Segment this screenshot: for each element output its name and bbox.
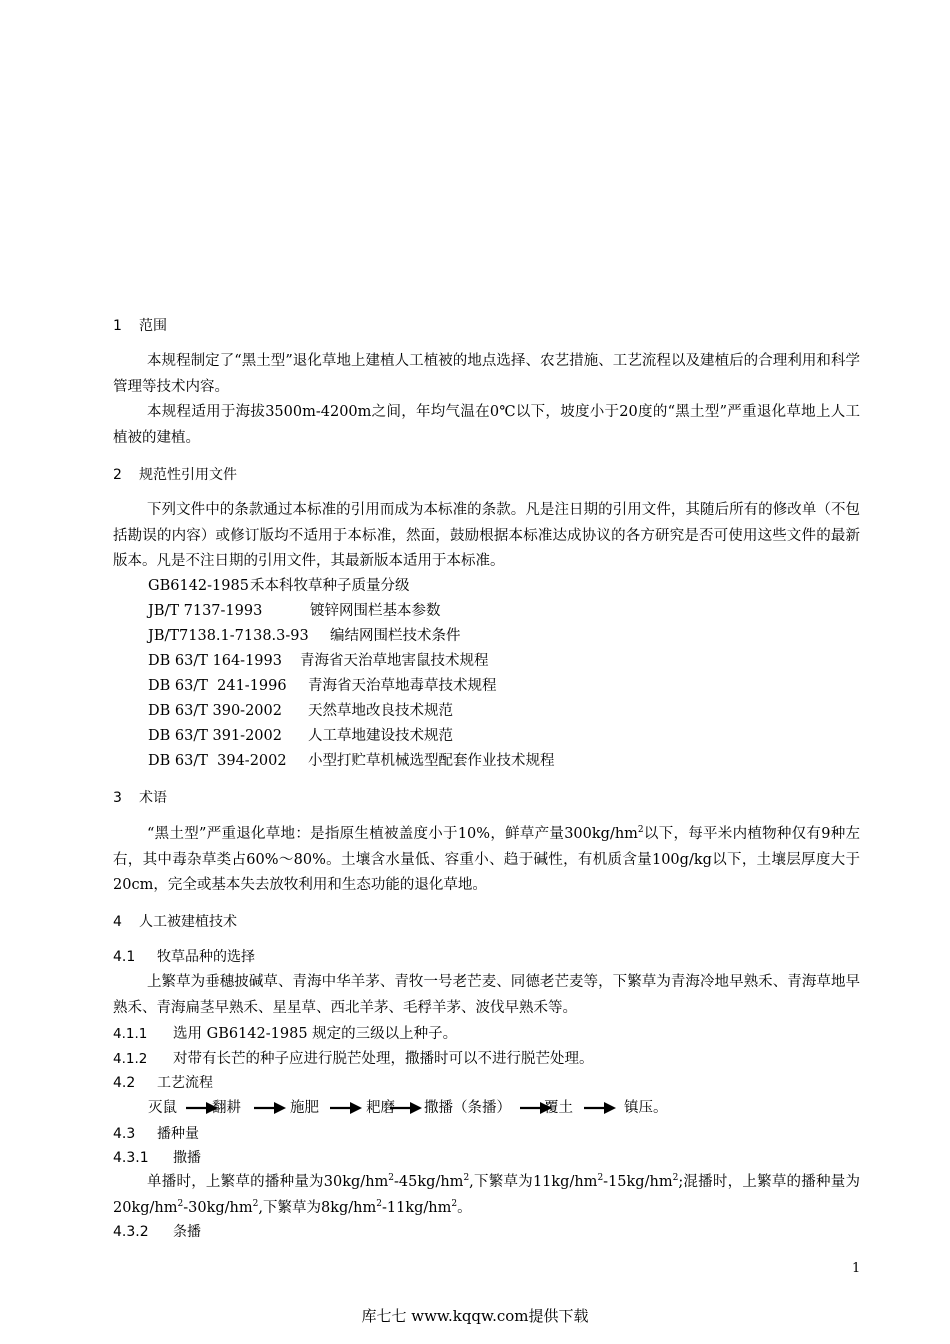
section-4-3-2-heading [113,1222,201,1242]
section-2-number: 2 [113,467,122,483]
section-4-heading [113,912,237,932]
text-run: -30kg/hm [183,1199,253,1216]
superscript: 2 [388,1173,395,1184]
text-run: 。 [457,1199,472,1216]
section-1-paragraph-2: 本规程适用于海拔3500m-4200m之间，年均气温在0℃以下，坡度小于20度的“黑土型”严重退化草地上人工植被的建植。 [113,404,860,446]
section-3-heading [113,788,167,808]
text-run: ;混播时，上繁草的播种量为20kg/hm [113,1174,860,1216]
text-run: -15kg/hm [603,1174,673,1190]
section-4-1-paragraph: 上繁草为垂穗披碱草、青海中华羊茅、青牧一号老芒麦、同德老芒麦等，下繁草为青海冷地早熟禾、青海草地早熟禾、青海扁茎早熟禾、星星草、西北羊茅、毛稃羊茅、波伐早熟禾等。 [113,974,860,1016]
flow-step: 覆土 [544,1100,573,1116]
section-4-1-number: 4.1 [113,949,136,965]
flow-step: 撒播（条播） [424,1100,511,1116]
section-2-paragraph-1: 下列文件中的条款通过本标准的引用而成为本标准的条款。凡是注日期的引用文件，其随后所有的修改单（不包括勘误的内容）或修订版均不适用于本标准，然面，鼓励根据本标准达成协议的各方研究是否可使用这些文件的最新版本。凡是不注日期的引用文件，其最新版本适用于本标准。 [113,502,860,569]
reference-title: 青海省天治草地害鼠技术规程 [300,653,489,669]
superscript: 2 [597,1173,604,1184]
section-4-3-1-number: 4.3.1 [113,1150,149,1166]
section-3-title: 术语 [139,790,167,806]
term-definition-part-a: “黑土型”严重退化草地：是指原生植被盖度小于10%，鲜草产量300kg/hm [147,826,638,842]
reference-code: DB 63/T 390-2002 [148,703,282,719]
superscript: 2 [376,1198,382,1209]
reference-title: 禾本科牧草种子质量分级 [250,578,410,594]
section-4-2-number: 4.2 [113,1075,136,1091]
reference-item [148,725,453,747]
section-2-title: 规范性引用文件 [139,467,237,483]
reference-item [148,675,497,697]
clause-4-1-2-text: 对带有长芒的种子应进行脱芒处理，撒播时可以不进行脱芒处理。 [173,1051,594,1067]
section-4-1-title: 牧草品种的选择 [157,949,255,965]
section-1-heading [113,316,167,336]
section-4-3-2-title: 条播 [173,1224,201,1240]
section-4-3-1-heading [113,1148,201,1168]
superscript: 2 [463,1173,470,1184]
reference-title: 人工草地建设技术规范 [308,728,453,744]
section-3-number: 3 [113,790,122,806]
section-4-3-2-number: 4.3.2 [113,1224,149,1240]
section-4-2-heading [113,1073,213,1093]
term-definition-part-b: 以下，每平米内植物种仅有9种左右，其中毒杂草类占60%～80%。土壤含水量低、容重小、趋于碱性，有机质含量100g/kg以下，土壤层厚度大于20cm，完全或基本失去放牧利用和生态功能的退化草地。 [113,826,860,893]
reference-title: 镀锌网围栏基本参数 [310,603,441,619]
clause-4-1-1-number: 4.1.1 [113,1026,148,1042]
flow-step: 镇压。 [624,1100,668,1116]
section-2-heading [113,465,237,485]
superscript: 2 [637,825,644,836]
reference-item [148,700,453,722]
reference-item [148,625,461,647]
reference-title: 小型打贮草机械选型配套作业技术规程 [308,753,555,769]
reference-item [148,750,555,772]
clause-4-1-2-number: 4.1.2 [113,1051,148,1067]
clause-4-1-1 [113,1023,457,1045]
text-run: -45kg/hm [394,1174,464,1190]
arrow-right-icon [390,1101,422,1115]
section-4-title: 人工被建植技术 [139,914,237,930]
flow-step: 施肥 [290,1100,319,1116]
flow-step: 耙磨 [366,1100,395,1116]
section-4-3-1-paragraph [113,1170,860,1221]
section-4-1-heading [113,947,255,967]
arrow-right-icon [330,1101,362,1115]
section-4-number: 4 [113,914,122,930]
reference-code: JB/T7138.1-7138.3-93 [148,628,309,644]
superscript: 2 [252,1198,259,1209]
reference-item [148,600,441,622]
reference-code: DB 63/T 164-1993 [148,653,282,669]
text-run: ,下繁草为11kg/hm [469,1174,598,1190]
superscript: 2 [451,1198,458,1209]
text-run: -11kg/hm [382,1199,452,1216]
reference-code: GB6142-1985 [148,578,249,594]
flow-step: 灭鼠 [148,1100,177,1116]
footer-watermark: 库七七 www.kqqw.com提供下载 [361,1307,589,1325]
reference-item [148,575,410,597]
reference-title: 天然草地改良技术规范 [308,703,453,719]
arrow-right-icon [584,1101,616,1115]
reference-item [148,650,489,672]
arrow-right-icon [254,1101,286,1115]
clause-4-1-2 [113,1048,594,1070]
reference-title: 编结网围栏技术条件 [330,628,461,644]
reference-title: 青海省天治草地毒草技术规程 [308,678,497,694]
section-4-3-number: 4.3 [113,1126,136,1142]
reference-code: DB 63/T 391-2002 [148,728,282,744]
text-run: ,下繁草为8kg/hm [258,1199,377,1216]
reference-code: JB/T 7137-1993 [148,603,263,619]
reference-code: DB 63/T 394-2002 [148,753,287,769]
superscript: 2 [177,1198,184,1209]
clause-4-1-1-text: 选用 GB6142-1985 规定的三级以上种子。 [173,1026,458,1042]
section-4-3-heading [113,1124,199,1144]
section-1-title: 范围 [139,318,167,334]
section-1-paragraph-1: 本规程制定了“黑土型”退化草地上建植人工植被的地点选择、农艺措施、工艺流程以及建植后的合理利用和科学管理等技术内容。 [113,353,860,395]
page-number: 1 [852,1261,861,1276]
section-4-3-1-title: 撒播 [173,1150,201,1166]
flow-step: 翻耕 [212,1100,241,1116]
section-4-2-title: 工艺流程 [157,1075,213,1091]
section-1-number: 1 [113,318,122,334]
section-3-paragraph-1 [113,822,860,899]
section-4-3-title: 播种量 [157,1126,199,1142]
superscript: 2 [672,1173,679,1184]
reference-code: DB 63/T 241-1996 [148,678,287,694]
text-run: 单播时，上繁草的播种量为30kg/hm [147,1174,389,1190]
